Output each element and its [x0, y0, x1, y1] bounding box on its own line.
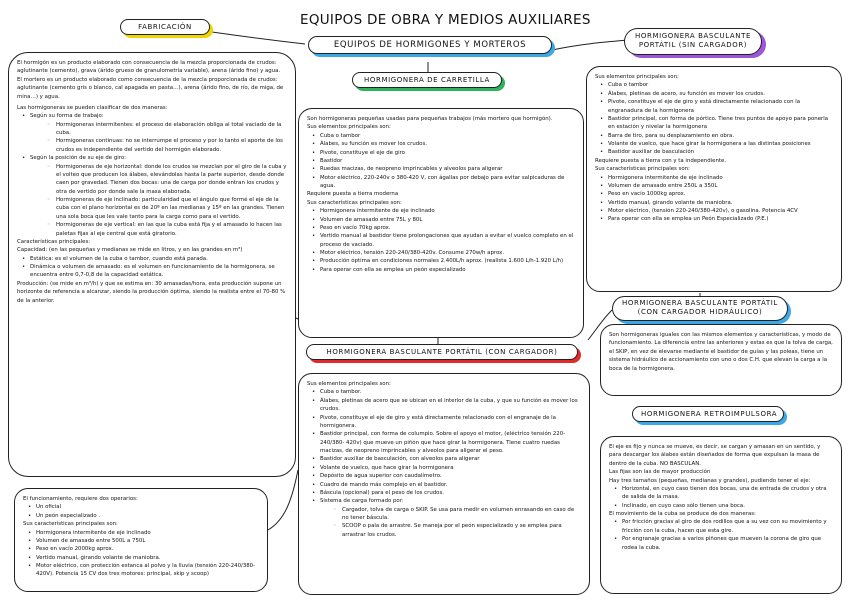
connector-operators — [268, 470, 298, 530]
list-item: • Cuadro de mando más complejo en el bastidor. — [307, 481, 581, 489]
list-item: • Por fricción gracias al giro de dos rodillos que a su vez con su movimiento y fricción con la cuba, hacen que esta gire. — [609, 518, 833, 535]
list-item: • Pivote, constituye el eje de giro — [307, 149, 575, 157]
sincargador-requires: Requiere puesta a tierra con y ta independiente. — [595, 157, 727, 164]
box-fabricacion — [8, 52, 296, 477]
list-item: • Peso en vacío 1000kg aprox. — [595, 190, 833, 198]
operators-intro: El funcionamiento, requiere dos operarios: — [23, 496, 138, 502]
list-item: • Hormigonera intermitente de eje inclinado — [595, 174, 833, 182]
list-item: • Hormigonera intermitente de eje inclinado — [307, 207, 575, 215]
label-retroimpulsora: HORMIGONERA RETROIMPULSORA — [632, 406, 784, 422]
list-item: ◦ SCOOP o pala de arrastre. Se maneja por el peón especializado y se emplea para arrastrar los crudos. — [320, 522, 581, 539]
list-item: ◦ Hormigoneras intermitentes: el proceso de elaboración obliga al total vaciado de la cuba. — [30, 121, 287, 138]
list-item: • Un oficial — [23, 503, 259, 511]
list-item: • Horizontal, en cuyo caso tienen dos bocas, una de entrada de crudos y otra de salida de la masa. — [609, 485, 833, 502]
classification-by-axis: • Según la posición de su eje de giro: ◦ Hormigoneras de eje horizontal: donde los crudos se mezclan por el giro de la cuba y el volteo que producen los álabes, elevándolas hasta la parte superior, desde donde caen por gravedad. Tienen dos bocas: una de carga por donde entran los crudos y otra de vertido por donde sale la masa elaborada. ◦ Hormigoneras de eje inclinado: particularidad que el ángulo que formé el eje de la cuba con el plano horizontal es de 20º en las medianas y 15º en las grandes. Tienen una sola boca que les vale tanto para la carga como para el vertido. ◦ Hormigoneras de eje vertical: en las que la cuba está fija y el amasado lo hacen las paletas fijas al eje central que está giratorio. — [17, 154, 287, 238]
operators-features-list — [23, 529, 259, 579]
list-item: • Producción óptima en condiciones normales 2.400L/h aprox. (realista 1.600 L/h-1.920 L/h) — [307, 257, 575, 265]
sincargador-features-title: Sus características principales son: — [595, 166, 690, 173]
list-item: ◦ Cargador, tolva de carga o SKIP. Se usa para medir en volumen enrasando en caso de no tener báscula. — [320, 506, 581, 523]
list-item: • Bastidor — [307, 157, 575, 165]
box-portatil — [298, 373, 590, 595]
list-item: • Por engranaje gracias a varios piñones que mueven la corona de giro que rodea la cuba. — [609, 535, 833, 552]
list-item: • Motor eléctrico, (tensión 220-240/380-420v), o gasolina. Potencia 4CV — [595, 207, 833, 215]
carretilla-features-title: Sus características principales son: — [307, 199, 402, 206]
list-item: ◦ Hormigoneras continuas: no se interrumpe el proceso y por lo tanto el aporte de los crudos es independiente del vertido del hormigón elaborado. — [30, 137, 287, 154]
list-item: • Pivote, constituye el eje de giro y está directamente relacionado con el engranaje de la hormigonera. — [307, 414, 581, 431]
list-item: • Motor eléctrico, con protección estanca al polvo y la lluvia (tensión 220-240/380-420V). Potencia 15 CV dos tres motores: principal, skip y scoop) — [23, 562, 259, 579]
list-item: • Bastidor principal, con forma de columpio. Sobre el apoyo el motor, (eléctrico tensión 220-240/380- 420v) que mueve un piñón que hace girar la hormigonera. Tiene cuatro ruedas macizas, de neopreno imprincables y alveolos para aligerar el peso. — [307, 430, 581, 455]
operators-list — [23, 503, 259, 520]
list-item: ◦ Hormigoneras de eje vertical: en las que la cuba está fija y el amasado lo hacen las paletas fijas al eje central que está giratorio. — [30, 221, 287, 238]
list-item: • Cuba o tambor — [307, 132, 575, 140]
connector-sincargador — [552, 40, 628, 50]
list-item: • Barra de tiro, para su desplazamiento en obra. — [595, 132, 833, 140]
list-item: • Vertido manual al bastidor tiene prolongaciones que ayudan a evitar el vuelco completo en el proceso de vaciado. — [307, 232, 575, 249]
list-item: • Hormigonera intermitente de eje inclinado — [23, 529, 259, 537]
label-main: EQUIPOS DE HORMIGONES Y MORTEROS — [308, 36, 552, 54]
list-item: • Para operar con ella se emplea un peón especializado — [307, 266, 575, 274]
fabricacion-intro-hormigon: El hormigón es un producto elaborado con consecuencia de la mezcla proporcionada de crudos: aglutinante (cemento), grava (árido grueso de granulometría variable), arena (árido fino) y agua. — [17, 60, 281, 75]
list-item: • Estática: es el volumen de la cuba o tambor, cuando está parada. — [17, 255, 287, 263]
portatil-elements-title: Sus elementos principales son: — [307, 381, 391, 387]
label-fabricacion: FABRICACIÓN — [120, 19, 210, 35]
list-item: • Álabes, pletinas de acero que se ubican en el interior de la cuba, y que su función es mover los crudos. — [307, 397, 581, 414]
sincargador-features-list — [595, 174, 833, 224]
portatil-elements-list — [307, 388, 581, 539]
carretilla-requires: Requiere puesta a tierra moderna — [307, 191, 399, 198]
list-item: ◦ Hormigoneras de eje horizontal: donde los crudos se mezclan por el giro de la cuba y el volteo que producen los álabes, elevándolas hasta la parte superior, desde donde caen por gravedad. Tienen dos bocas: una de carga por donde entran los crudos y otra de vertido por donde sale la masa elaborada. — [30, 163, 287, 197]
box-hidraulico — [600, 324, 842, 396]
label-hidraulico: HORMIGONERA BASCULANTE PORTÁTIL (CON CARGADOR HIDRÁULICO) — [612, 296, 788, 321]
list-item: • Volante de vuelco, que hace girar la hormigonera — [307, 464, 581, 472]
list-item: • Volumen de amasado entre 250L a 350L — [595, 182, 833, 190]
classification-list — [17, 112, 287, 238]
label-carretilla: HORMIGONERA DE CARRETILLA — [352, 72, 502, 88]
box-operators — [14, 488, 268, 592]
label-portatil: HORMIGONERA BASCULANTE PORTÁTIL (CON CARGADOR) — [306, 344, 578, 360]
fabricacion-capacity: Capacidad: (en las pequeñas y medianas se mide en litros, y en las grandes en m³) — [17, 247, 243, 254]
fabricacion-production: Producción: (se mide en m³/h) y que se estima en: 30 amasadas/hora, esta producción supone un horizonte de referencia a alcanzar, siendo la producción óptima, siendo la realista entre el 70-80 % de la anterior. — [17, 280, 286, 304]
list-item: • Inclinado, en cuyo caso sólo tienen una boca. — [609, 502, 833, 510]
fabricacion-features-title: Características principales: — [17, 238, 91, 245]
page-title: EQUIPOS DE OBRA Y MEDIOS AUXILIARES — [300, 12, 591, 28]
carretilla-elements-list — [307, 132, 575, 191]
classification-by-work: • Según su forma de trabajo: ◦ Hormigoneras intermitentes: el proceso de elaboración obliga al total vaciado de la cuba. ◦ Hormigoneras continuas: no se interrumpe el proceso y por lo tanto el aporte de los crudos es independiente del vertido del hormigón elaborado. — [17, 112, 287, 154]
list-item: • Motor eléctrico, 220-240v o 380-420 V, con ágallas por debajo para evitar salpicaduras de agua. — [307, 174, 575, 191]
list-item: • Volumen de amasado entre 75L y 80L — [307, 216, 575, 224]
retro-p2: Las fijas son las de mayor producción — [609, 469, 711, 476]
label-sincargador: HORMIGONERA BASCULANTE PORTÁTIL (SIN CARGADOR) — [624, 28, 762, 55]
sincargador-elements-title: Sus elementos principales son: — [595, 74, 679, 80]
connector-fabricacion — [212, 32, 305, 44]
list-item: • Álabes, su función es mover los crudos. — [307, 140, 575, 148]
list-item: • Álabes, pletinas de acero, su función es mover los crudos. — [595, 90, 833, 98]
hidraulico-text: Son hormigoneras iguales con las mismos elementos y características, y modo de funcionamiento. La diferencia entre las anteriores y estas es que la tolva de carga, el SKIP, en vez de elevarse mediante el bastidor de guías y las poleas, tiene un sistema hidráulico de accionamiento con uno o dos C.H. que elevan la carga a la boca de la hormigonera. — [609, 332, 833, 372]
list-item: • Sistema de carga formado por: ◦ Cargador, tolva de carga o SKIP. Se usa para medir en volumen enrasando en caso de no tener báscula. ◦ SCOOP o pala de arrastre. Se maneja por el peón especializado y se emplea para arrastrar los crudos. — [307, 497, 581, 539]
retro-p4: El movimiento de la cuba se produce de dos maneras: — [609, 511, 756, 517]
retro-p1: El eje es fijo y nunca se mueve, es decir, se cargan y amasan en un sentido, y para descargar los álabes están diseñados de forma que expulsan la masa de dentro de la cuba. NO BASCULAN. — [609, 444, 821, 467]
list-item: • Báscula (opcional) para el peso de los crudos. — [307, 489, 581, 497]
capacity-list — [17, 255, 287, 280]
list-item: • Ruedas macizas, de neopreno imprincables y alveolos para aligerar — [307, 165, 575, 173]
carretilla-elements-title: Sus elementos principales son: — [307, 124, 391, 131]
portatil-loading-list — [320, 506, 581, 540]
list-item: ◦ Hormigoneras de eje inclinado: particularidad que el ángulo que formé el eje de la cuba con el plano horizontal es de 20º en las medianas y 15º en las grandes. Tienen una sola boca que les vale tanto para la carga como para el vertido. — [30, 196, 287, 221]
list-item: • Volante de vuelco, que hace girar la hormigonera a las distintas posiciones — [595, 140, 833, 148]
list-item: • Un peón especializado . — [23, 512, 259, 520]
list-item: • Bastidor auxiliar de basculación, con alveolos para aligerar — [307, 455, 581, 463]
list-item: • Cuba o tambor — [595, 81, 833, 89]
list-item: • Peso en vacío 2000kg aprox. — [23, 545, 259, 553]
list-item: • Para operar con ella se emplea un Peón Especializado (P.E.) — [595, 215, 833, 223]
list-item: • Pivote, constituye el eje de giro y está directamente relacionado con la engranadura de la hormigonera — [595, 98, 833, 115]
retro-motion-list — [609, 518, 833, 552]
retro-axis-list — [609, 485, 833, 510]
box-retroimpulsora — [600, 436, 842, 594]
carretilla-features-list — [307, 207, 575, 274]
by-axis-list — [30, 163, 287, 238]
box-carretilla — [298, 108, 584, 338]
list-item: • Cuba o tambor. — [307, 388, 581, 396]
by-work-list — [30, 121, 287, 155]
fabricacion-classify: Las hormigoneras se pueden clasificar de dos maneras: — [17, 104, 168, 111]
list-item: • Depósito de agua superior con caudalímetro. — [307, 472, 581, 480]
sincargador-elements-list — [595, 81, 833, 156]
list-item: • Dinámica o volumen de amasado: es el volumen en funcionamiento de la hormigonera, se encuentra entre 0,7-0,8 de la capacidad estática. — [17, 263, 287, 280]
list-item: • Vertido manual, girando volante de maniobra. — [23, 554, 259, 562]
carretilla-intro: Son hormigoneras pequeñas usadas para pequeñas trabajos (más mortero que hormigón). — [307, 116, 553, 122]
list-item: • Peso en vacío 70kg aprox. — [307, 224, 575, 232]
list-item: • Motor eléctrico, tensión 220-240/380-420v. Consume 270w/h aprox. — [307, 249, 575, 257]
operators-features-title: Sus características principales son: — [23, 521, 118, 528]
list-item: • Volumen de amasado entre 500L a 750L — [23, 537, 259, 545]
list-item: • Vertido manual, girando volante de maniobra. — [595, 199, 833, 207]
list-item: • Bastidor principal, con forma de pórtico. Tiene tres puntos de apoyo para ponerla en estación y nivelar la hormigonera — [595, 115, 833, 132]
fabricacion-intro-mortero: El mortero es un producto elaborado como consecuencia de la mezcla proporcionada de crudos: aglutinante (cemento gris o blanco, cal apagada en pasta…), arena (árido fino, de río, de miga, de mina…) y agua. — [17, 76, 284, 100]
box-sincargador — [586, 66, 842, 292]
list-item: • Bastidor auxiliar de basculación — [595, 148, 833, 156]
retro-p3: Hay tres tamaños (pequeñas, medianas y grandes), pudiendo tener el eje: — [609, 477, 811, 484]
